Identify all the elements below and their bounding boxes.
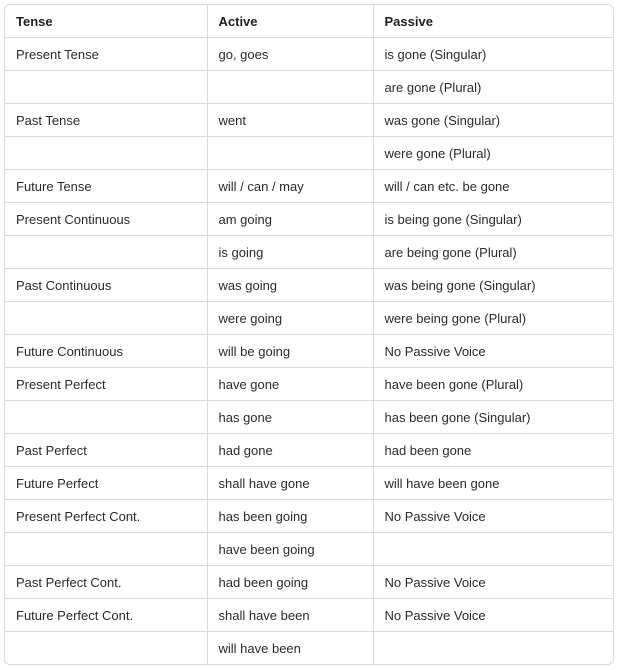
passive-cell: will / can etc. be gone — [373, 170, 613, 203]
tense-cell — [5, 533, 207, 566]
passive-cell: No Passive Voice — [373, 566, 613, 599]
header-tense: Tense — [5, 5, 207, 38]
table-row — [5, 500, 613, 533]
tense-cell: Past Continuous — [5, 269, 207, 302]
table-row — [5, 71, 613, 104]
passive-cell: was being gone (Singular) — [373, 269, 613, 302]
active-cell: have gone — [207, 368, 373, 401]
tense-cell — [5, 632, 207, 665]
active-cell: were going — [207, 302, 373, 335]
passive-cell — [373, 632, 613, 665]
active-cell: will have been — [207, 632, 373, 665]
tense-cell: Present Perfect — [5, 368, 207, 401]
tense-cell — [5, 236, 207, 269]
header-active: Active — [207, 5, 373, 38]
active-cell: am going — [207, 203, 373, 236]
table-row — [5, 566, 613, 599]
tense-cell: Present Continuous — [5, 203, 207, 236]
passive-cell: will have been gone — [373, 467, 613, 500]
passive-cell: had been gone — [373, 434, 613, 467]
header-row — [5, 5, 613, 38]
table-row — [5, 236, 613, 269]
passive-cell — [373, 533, 613, 566]
active-cell — [207, 71, 373, 104]
active-cell: is going — [207, 236, 373, 269]
table-body — [5, 38, 613, 665]
active-cell: went — [207, 104, 373, 137]
passive-cell: was gone (Singular) — [373, 104, 613, 137]
table-row — [5, 434, 613, 467]
tense-cell: Future Perfect — [5, 467, 207, 500]
active-cell: shall have gone — [207, 467, 373, 500]
tense-table — [5, 5, 613, 664]
tense-cell: Future Perfect Cont. — [5, 599, 207, 632]
active-cell: had been going — [207, 566, 373, 599]
tense-cell — [5, 401, 207, 434]
tense-cell — [5, 137, 207, 170]
passive-cell: has been gone (Singular) — [373, 401, 613, 434]
table-row — [5, 368, 613, 401]
tense-cell: Future Tense — [5, 170, 207, 203]
passive-cell: No Passive Voice — [373, 500, 613, 533]
tense-cell: Present Perfect Cont. — [5, 500, 207, 533]
active-cell — [207, 137, 373, 170]
passive-cell: No Passive Voice — [373, 599, 613, 632]
tense-cell — [5, 71, 207, 104]
active-cell: shall have been — [207, 599, 373, 632]
table-row — [5, 302, 613, 335]
tense-table-container — [4, 4, 614, 665]
tense-cell: Past Perfect Cont. — [5, 566, 207, 599]
table-row — [5, 203, 613, 236]
active-cell: have been going — [207, 533, 373, 566]
active-cell: will be going — [207, 335, 373, 368]
passive-cell: were gone (Plural) — [373, 137, 613, 170]
table-row — [5, 269, 613, 302]
header-passive: Passive — [373, 5, 613, 38]
passive-cell: is being gone (Singular) — [373, 203, 613, 236]
table-row — [5, 104, 613, 137]
tense-cell: Past Tense — [5, 104, 207, 137]
passive-cell: are gone (Plural) — [373, 71, 613, 104]
table-row — [5, 533, 613, 566]
passive-cell: is gone (Singular) — [373, 38, 613, 71]
table-row — [5, 137, 613, 170]
active-cell: was going — [207, 269, 373, 302]
table-header — [5, 5, 613, 38]
table-row — [5, 599, 613, 632]
passive-cell: have been gone (Plural) — [373, 368, 613, 401]
tense-cell: Future Continuous — [5, 335, 207, 368]
table-row — [5, 38, 613, 71]
active-cell: go, goes — [207, 38, 373, 71]
active-cell: had gone — [207, 434, 373, 467]
table-row — [5, 467, 613, 500]
active-cell: will / can / may — [207, 170, 373, 203]
table-row — [5, 632, 613, 665]
passive-cell: were being gone (Plural) — [373, 302, 613, 335]
table-row — [5, 335, 613, 368]
table-row — [5, 170, 613, 203]
active-cell: has been going — [207, 500, 373, 533]
active-cell: has gone — [207, 401, 373, 434]
tense-cell: Present Tense — [5, 38, 207, 71]
tense-cell: Past Perfect — [5, 434, 207, 467]
table-row — [5, 401, 613, 434]
passive-cell: No Passive Voice — [373, 335, 613, 368]
passive-cell: are being gone (Plural) — [373, 236, 613, 269]
tense-cell — [5, 302, 207, 335]
